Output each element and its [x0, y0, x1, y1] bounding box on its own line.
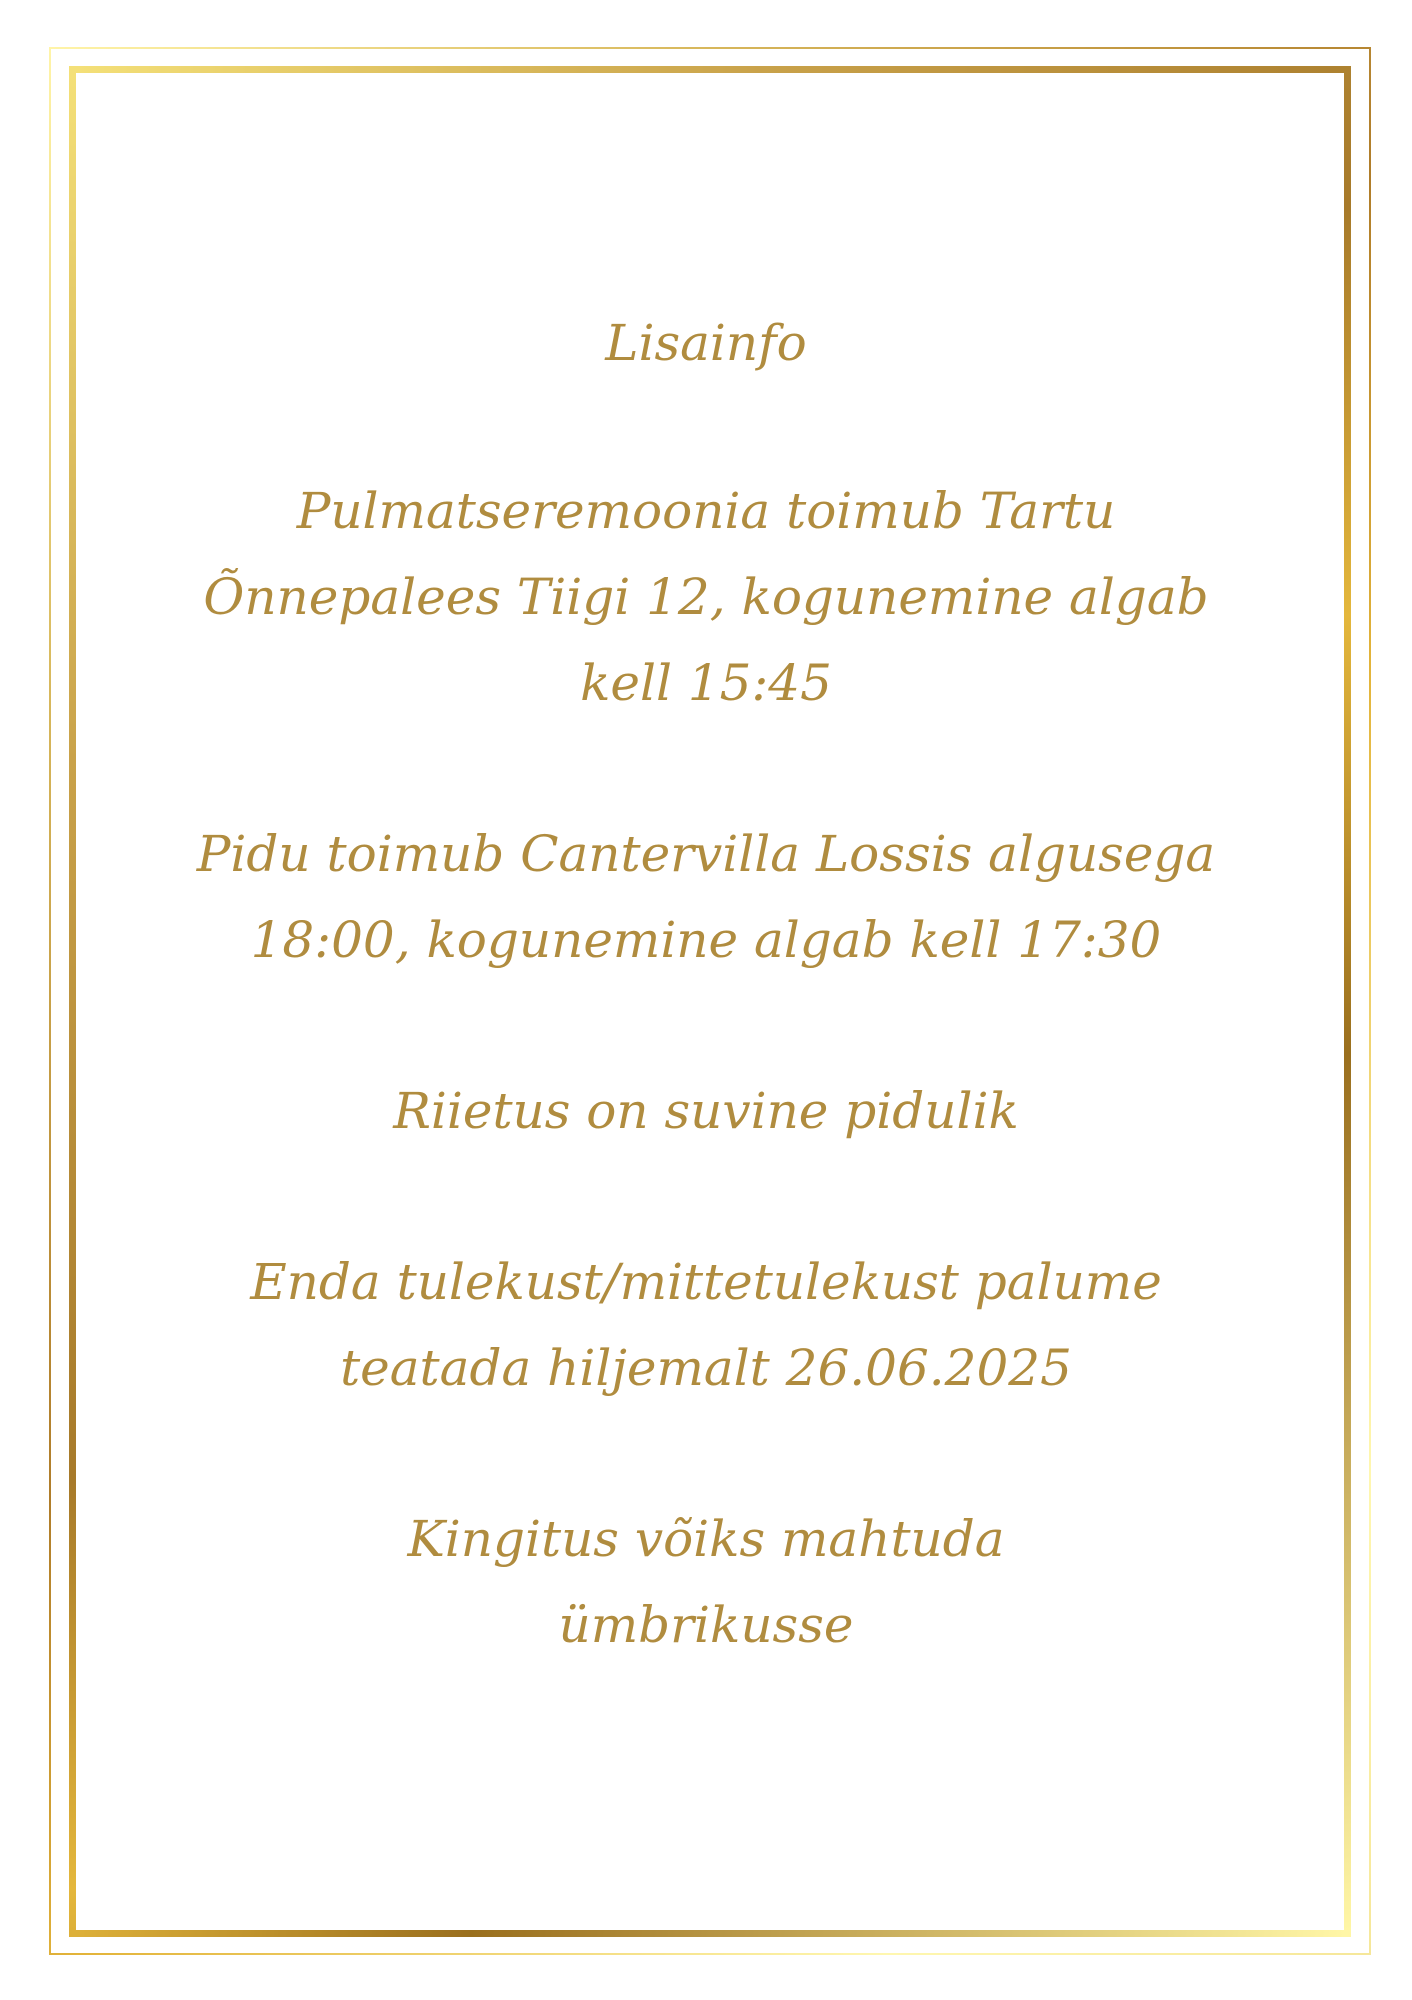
text-line: teatada hiljemalt 26.06.2025: [340, 1339, 1072, 1397]
dress-code-info: [120, 1068, 1292, 1154]
text-line: Pulmatseremoonia toimub Tartu: [296, 482, 1116, 540]
text-line: Pidu toimub Cantervilla Lossis algusega: [196, 825, 1216, 883]
text-line: ümbrikusse: [558, 1596, 854, 1654]
text-line: kell 15:45: [580, 654, 832, 712]
party-info: [120, 811, 1292, 983]
invitation-info: [120, 300, 1292, 1668]
ceremony-info: [120, 468, 1292, 726]
gift-info: [120, 1496, 1292, 1668]
text-line: Riietus on suvine pidulik: [393, 1082, 1019, 1140]
page-title: Lisainfo: [605, 314, 807, 372]
rsvp-info: [120, 1239, 1292, 1411]
text-line: Õnnepalees Tiigi 12, kogunemine algab: [203, 568, 1209, 626]
text-line: 18:00, kogunemine algab kell 17:30: [250, 911, 1162, 969]
text-line: Kingitus võiks mahtuda: [407, 1510, 1005, 1568]
text-line: Enda tulekust/mittetulekust palume: [250, 1253, 1162, 1311]
